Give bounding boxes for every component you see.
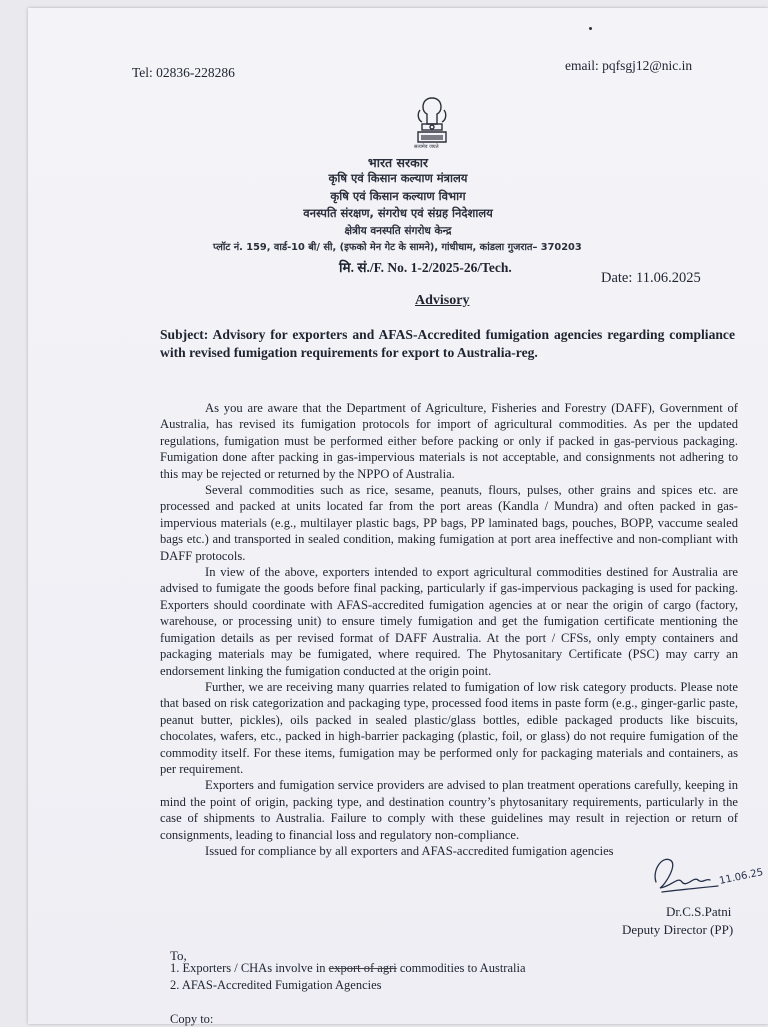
- department-hindi: कृषि एवं किसान कल्याण विभाग: [330, 189, 466, 203]
- letter-date: Date: 11.06.2025: [601, 270, 701, 286]
- telephone: Tel: 02836-228286: [132, 65, 235, 80]
- signatory-designation: Deputy Director (PP): [622, 922, 734, 937]
- email: email: pqfsgj12@nic.in: [565, 58, 693, 73]
- to-label: To,: [170, 948, 187, 963]
- scan-speck: [589, 27, 592, 30]
- paragraph-low-risk-products: Further, we are receiving many quarries related to fumigation of low risk category products. Please note that based on risk categorization and packaging type, processed food items in paste form (e.g., ginger-garlic paste, peanut butter, pickles), oils packed in sealed plastic/glass bottles, edible packaged products like biscuits, chocolates, wafers, etc., packed in high-barrier packaging (plastic, foil, or glass) do not require fumigation of the commodity itself. For these items, fumigation may be performed only for packaging materials and containers, as per requirement.: [160, 679, 738, 776]
- signatory-name: Dr.C.S.Patni: [666, 904, 732, 919]
- recipient-item: 2. AFAS-Accredited Fumigation Agencies: [170, 978, 382, 992]
- paragraph-daff-revision: As you are aware that the Department of Agriculture, Fisheries and Forestry (DAFF), Government of Australia, has revised its fumigation protocols for import of agricultural commodities. As per the updated regulations, fumigation must be performed either before packing or only if packed in gas-pervious packaging. Fumigation done after packing in gas-impervious materials is not acceptable, and consignments not adhering to this may be rejected or returned by the NPPO of Australia.: [160, 401, 738, 481]
- letter-body: [160, 400, 738, 859]
- signature-date: 11.06.25: [718, 866, 765, 887]
- paragraph-planning: Exporters and fumigation service providers are advised to plan treatment operations carefully, keeping in mind the point of origin, packing type, and destination country’s phytosanitary requirements, particularly in the case of shipments to Australia. Failure to comply with these guidelines may result in rejection or return of consignments, leading to financial loss and regulatory non-compliance.: [160, 778, 738, 842]
- paragraph-commodities: Several commodities such as rice, sesame, peanuts, flours, pulses, other grains and spices etc. are processed and packed at units located far from the port areas (Kandla / Mundra) and often packed in gas-impervious materials (e.g., multilayer plastic bags, PP bags, PP laminated bags, pouches, BOPP, vaccume sealed bags etc.) and transported in sealed condition, making fumigation at port area ineffective and non-compliant with DAFF protocols.: [160, 483, 738, 563]
- subject-line: Subject: Advisory for exporters and AFAS-Accredited fumigation agencies regarding compliance with revised fumigation requirements for export to Australia-reg.: [160, 327, 735, 360]
- copy-to-label: Copy to:: [170, 1012, 214, 1026]
- govt-india-hindi: भारत सरकार: [367, 155, 429, 170]
- document-title: Advisory: [415, 293, 470, 308]
- paragraph-exporter-advice: In view of the above, exporters intended to export agricultural commodities destined for Australia are advised to fumigate the goods before final packing, particularly if gas-impervious packaging is used for packing. Exporters should coordinate with AFAS-accredited fumigation agencies at or near the origin of cargo (factory, warehouse, or processing unit) to ensure timely fumigation and get the fumigation certificate mentioning the fumigation details as per revised format of DAFF Australia. At the port / CFSs, only empty containers and packaging materials may be fumigated, where required. The Phytosanitary Certificate (PSC) may carry an endorsement linking the fumigation conducted at the origin point.: [160, 565, 738, 678]
- address-hindi: प्लॉट नं. 159, वार्ड-10 बी/ सी, (इफको मेन गेट के सामने), गांधीधाम, कांडला गुजरात– 370203: [213, 242, 582, 253]
- paragraph-compliance: Issued for compliance by all exporters and AFAS-accredited fumigation agencies: [205, 843, 614, 858]
- station-hindi: क्षेत्रीय वनस्पति संगरोध केन्द्र: [344, 225, 452, 237]
- recipient-item: 1. Exporters / CHAs involve in export of agri commodities to Australia: [170, 961, 526, 975]
- directorate-hindi: वनस्पति संरक्षण, संगरोध एवं संग्रह निदेशालय: [303, 206, 493, 220]
- emblem-motto: सत्यमेव जयते: [414, 144, 439, 150]
- handwritten-signature: [648, 846, 765, 906]
- file-number: मि. सं./F. No. 1-2/2025-26/Tech.: [339, 260, 512, 275]
- ministry-hindi: कृषि एवं किसान कल्याण मंत्रालय: [328, 171, 468, 185]
- advisory-letter: [28, 8, 768, 1024]
